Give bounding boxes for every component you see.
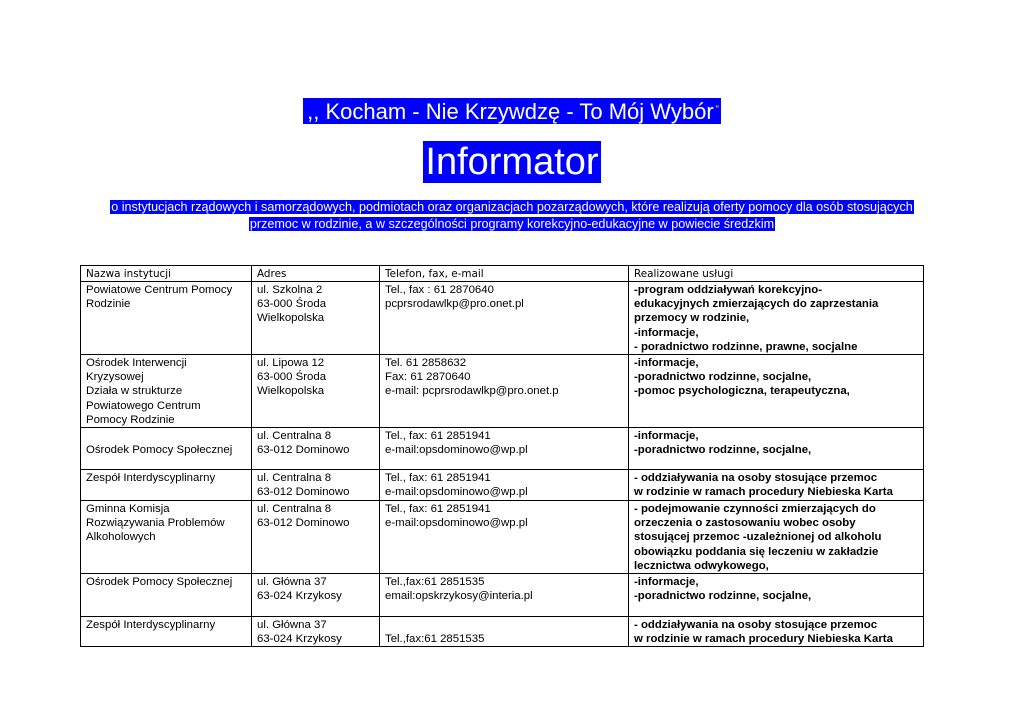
cell-line: 63-012 Dominowo: [257, 517, 350, 530]
cell-line: Działa w strukturze: [86, 385, 183, 398]
subtitle-line-1-wrap: [60, 199, 964, 216]
cell-line: e-mail:opsdominowo@wp.pl: [385, 444, 528, 457]
cell-line: ul. Główna 37: [257, 619, 327, 632]
cell-line: Tel., fax: 61 2851941: [385, 472, 491, 485]
cell-line: ul. Szkolna 2: [257, 284, 323, 296]
services-cell: [629, 574, 924, 617]
cell-line: - podejmowanie czynności zmierzających do: [634, 503, 876, 516]
cell-line: e-mail: pcprsrodawlkp@pro.onet.p: [385, 385, 559, 398]
institution-name-cell: [81, 617, 252, 647]
table-row: [81, 574, 924, 617]
cell-line: ul. Główna 37: [257, 576, 327, 589]
address-cell: [252, 574, 380, 617]
table-row: [81, 428, 924, 470]
services-cell: [629, 428, 924, 470]
cell-line: Alkoholowych: [86, 531, 156, 544]
cell-line: Rozwiązywania Problemów: [86, 517, 225, 530]
cell-line: Tel., fax : 61 2870640: [385, 284, 494, 296]
table-row: [81, 617, 924, 647]
cell-line: -informacje,: [634, 576, 699, 589]
cell-line: -poradnictwo rodzinne, socjalne,: [634, 590, 812, 603]
column-header-name: Nazwa instytucji: [81, 266, 252, 282]
cell-line: ul. Centralna 8: [257, 503, 332, 516]
cell-line: Tel.,fax:61 2851535: [385, 576, 485, 589]
cell-line: Tel., fax: 61 2851941: [385, 430, 491, 443]
cell-line: - poradnictwo rodzinne, prawne, socjalne: [634, 340, 858, 353]
cell-line: 63-012 Dominowo: [257, 486, 350, 499]
cell-spacer: [385, 618, 623, 632]
table-row: [81, 470, 924, 501]
table-row: [81, 501, 924, 574]
cell-line: Ośrodek Interwencji: [86, 357, 187, 370]
cell-line: - oddziaływania na osoby stosujące przemoc: [634, 619, 878, 632]
institution-name-cell: [81, 501, 252, 574]
address-cell: [252, 617, 380, 647]
cell-line: Tel. 61 2858632: [385, 357, 467, 370]
institution-name-cell: [81, 574, 252, 617]
cell-line: lecznictwa odwykowego,: [634, 559, 769, 572]
cell-line: edukacyjnych zmierzających do zaprzestania: [634, 298, 879, 311]
cell-line: e-mail:opsdominowo@wp.pl: [385, 517, 528, 530]
services-cell: [629, 470, 924, 501]
cell-line: -poradnictwo rodzinne, socjalne,: [634, 371, 812, 384]
subtitle-line-1: o instytucjach rządowych i samorządowych, podmiotach oraz organizacjach pozarządowych, które realizują oferty pomocy dla osób stosujących: [111, 200, 913, 214]
services-cell: [629, 282, 924, 355]
contact-cell: [380, 428, 629, 470]
address-cell: [252, 501, 380, 574]
cell-line: - oddziaływania na osoby stosujące przemoc: [634, 472, 878, 485]
services-cell: [629, 355, 924, 428]
page-title-text: Informator: [425, 141, 599, 183]
cell-line: -informacje,: [634, 357, 699, 370]
cell-line: 63-000 Środa: [257, 371, 327, 384]
cell-line: 63-024 Krzykosy: [257, 590, 342, 603]
contact-cell: [380, 501, 629, 574]
address-cell: [252, 428, 380, 470]
contact-cell: [380, 282, 629, 355]
cell-line: orzeczenia o zastosowaniu wobec osoby: [634, 517, 856, 530]
table-row: [81, 355, 924, 428]
cell-line: ul. Lipowa 12: [257, 357, 325, 370]
institution-name-cell: [81, 428, 252, 470]
contact-cell: [380, 574, 629, 617]
cell-line: przemocy w rodzinie,: [634, 312, 750, 325]
cell-line: Tel.,fax:61 2851535: [385, 633, 485, 646]
cell-line: 63-012 Dominowo: [257, 444, 350, 457]
institution-name-cell: [81, 355, 252, 428]
cell-line: Powiatowe Centrum Pomocy: [86, 284, 233, 296]
cell-line: -informacje,: [634, 326, 699, 339]
cell-line: -program oddziaływań korekcyjno-: [634, 284, 822, 296]
cell-line: ul. Centralna 8: [257, 430, 332, 443]
cell-line: email:opskrzykosy@interia.pl: [385, 590, 533, 603]
address-cell: [252, 355, 380, 428]
institutions-table: [80, 265, 924, 647]
cell-line: e-mail:opsdominowo@wp.pl: [385, 486, 528, 499]
column-header-address: Adres: [252, 266, 380, 282]
cell-line: Rodzinie: [86, 298, 131, 311]
cell-line: Tel., fax: 61 2851941: [385, 503, 491, 516]
subtitle-line-2-wrap: [60, 216, 964, 233]
cell-line: Fax: 61 2870640: [385, 371, 471, 384]
table-header-row: [81, 266, 924, 282]
cell-line: stosującej przemoc -uzależnionej od alkoholu: [634, 531, 882, 544]
cell-line: 63-024 Krzykosy: [257, 633, 342, 646]
services-cell: [629, 501, 924, 574]
cell-spacer: [86, 429, 246, 443]
cell-line: w rodzinie w ramach procedury Niebieska Karta: [634, 486, 893, 499]
institution-name-cell: [81, 470, 252, 501]
cell-line: Zespół Interdyscyplinarny: [86, 472, 216, 485]
cell-line: pcprsrodawlkp@pro.onet.pl: [385, 298, 524, 311]
cell-line: -poradnictwo rodzinne, socjalne,: [634, 444, 812, 457]
column-header-services: Realizowane usługi: [629, 266, 924, 282]
slogan-text: [303, 98, 721, 124]
cell-line: Gminna Komisja: [86, 503, 170, 516]
cell-line: Kryzysowej: [86, 371, 144, 384]
services-cell: [629, 617, 924, 647]
cell-line: Powiatowego Centrum: [86, 399, 201, 412]
page-subtitle: [60, 199, 964, 233]
cell-line: Pomocy Rodzinie: [86, 413, 175, 426]
cell-line: w rodzinie w ramach procedury Niebieska Karta: [634, 633, 893, 646]
page-title: [0, 142, 1024, 182]
cell-line: Ośrodek Pomocy Społecznej: [86, 444, 233, 457]
cell-line: Zespół Interdyscyplinarny: [86, 619, 216, 632]
cell-line: Ośrodek Pomocy Społecznej: [86, 576, 233, 589]
table-row: [81, 282, 924, 355]
cell-line: -pomoc psychologiczna, terapeutyczna,: [634, 385, 850, 398]
cell-line: Wielkopolska: [257, 312, 325, 325]
slogan: [0, 98, 1024, 125]
address-cell: [252, 282, 380, 355]
slogan-quote-mark: ": [715, 104, 719, 114]
address-cell: [252, 470, 380, 501]
column-header-contact: Telefon, fax, e-mail: [380, 266, 629, 282]
cell-line: Wielkopolska: [257, 385, 325, 398]
subtitle-line-2: przemoc w rodzinie, a w szczególności programy korekcyjno-edukacyjne w powiecie średzkim: [249, 217, 775, 231]
cell-line: ul. Centralna 8: [257, 472, 332, 485]
contact-cell: [380, 617, 629, 647]
slogan-main: ,, Kocham - Nie Krzywdzę - To Mój Wybór: [307, 99, 714, 124]
contact-cell: [380, 470, 629, 501]
cell-line: -informacje,: [634, 430, 699, 443]
cell-line: 63-000 Środa: [257, 298, 327, 311]
institution-name-cell: [81, 282, 252, 355]
cell-line: obowiązku poddania się leczeniu w zakładzie: [634, 545, 879, 558]
contact-cell: [380, 355, 629, 428]
